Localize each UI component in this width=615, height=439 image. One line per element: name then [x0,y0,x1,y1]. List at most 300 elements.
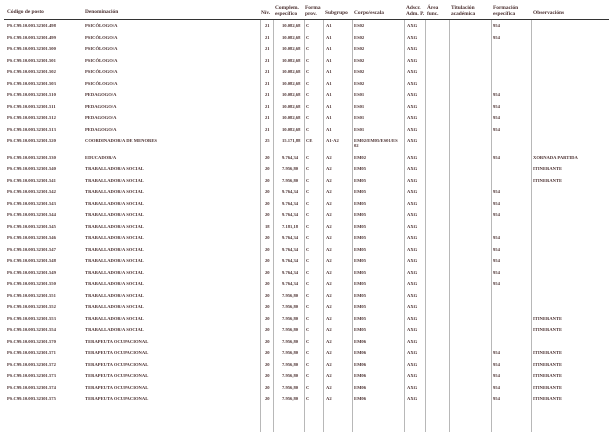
cell-niv: 20 [265,154,270,160]
cell-corpo: ES01 [354,115,365,120]
cell-forma: CE [306,138,313,143]
cell-codigo: PS.C99.10.003.32301.499 [7,34,56,40]
cell-complemento: 9.764,34 [282,212,299,217]
cell-codigo: PS.C99.10.003.32301.553 [7,315,56,321]
cell-denominacion: TERAPEUTA OCUPACIONAL [85,396,149,401]
cell-adscr: AXG [407,126,418,132]
cell-forma: C [306,166,310,171]
cell-denominacion: PSICÓLOGO/A [85,80,118,86]
cell-forma: C [306,46,310,51]
cell-adscr: AXG [407,103,418,109]
cell-niv: 21 [265,103,270,109]
cell-adscr: AXG [407,269,418,275]
table-row [0,293,615,305]
cell-subgrupo: A1 [326,69,332,74]
cell-corpo: EM05 [354,246,366,252]
cell-niv: 20 [265,292,270,298]
cell-adscr: AXG [407,315,418,321]
cell-complemento: 10.082,68 [282,34,301,40]
table-row [0,316,615,328]
cell-codigo: PS.C99.10.003.32301.502 [7,69,56,74]
cell-subgrupo: A2 [326,384,332,390]
cell-niv: 20 [265,212,270,217]
cell-codigo: PS.C99.10.003.32301.572 [7,361,56,367]
cell-codigo: PS.C99.10.003.32301.548 [7,258,56,263]
cell-denominacion: TRABALLADOR/A SOCIAL [85,235,144,240]
cell-complemento: 10.082,68 [282,115,301,120]
cell-adscr: AXG [407,281,418,286]
cell-denominacion: TERAPEUTA OCUPACIONAL [85,384,149,390]
cell-adscr: AXG [407,212,418,217]
cell-denominacion: PEDAGOGO/A [85,115,117,120]
cell-codigo: PS.C99.10.003.32301.574 [7,384,56,390]
cell-codigo: PS.C99.10.003.32301.549 [7,269,56,275]
cell-niv: 21 [265,126,270,132]
cell-subgrupo: A2 [326,373,332,378]
table-row [0,115,615,127]
cell-denominacion: TRABALLADOR/A SOCIAL [85,327,144,332]
table-row [0,385,615,397]
cell-adscr: AXG [407,138,418,143]
table-row [0,350,615,362]
cell-codigo: PS.C99.10.003.32301.543 [7,200,56,206]
cell-denominacion: TRABALLADOR/A SOCIAL [85,177,144,183]
cell-subgrupo: A1 [326,57,332,63]
cell-forma: C [306,327,310,332]
cell-corpo: EM06 [354,350,366,355]
cell-adscr: AXG [407,396,418,401]
cell-codigo: PS.C99.10.003.32301.541 [7,177,56,183]
header-area-line2: func. [427,11,439,17]
cell-adscr: AXG [407,304,418,309]
table-row [0,69,615,81]
cell-denominacion: TRABALLADOR/A SOCIAL [85,212,144,217]
cell-subgrupo: A1 [326,34,332,40]
cell-formacion: 954 [493,115,500,120]
cell-forma: C [306,338,310,344]
cell-forma: C [306,258,310,263]
cell-subgrupo: A2 [326,350,332,355]
cell-denominacion: TERAPEUTA OCUPACIONAL [85,373,149,378]
cell-subgrupo: A1 [326,46,332,51]
cell-subgrupo: A2 [326,223,332,229]
cell-complemento: 7.956,80 [282,350,299,355]
header-formacion-line2: específica [493,11,516,17]
cell-complemento: 9.764,34 [282,246,299,252]
cell-codigo: PS.C99.10.003.32301.530 [7,154,56,160]
cell-corpo: ES01 [354,92,365,97]
cell-adscr: AXG [407,292,418,298]
cell-forma: C [306,361,310,367]
cell-forma: C [306,126,310,132]
cell-denominacion: TERAPEUTA OCUPACIONAL [85,350,149,355]
cell-codigo: PS.C99.10.003.32301.552 [7,304,56,309]
cell-forma: C [306,384,310,390]
cell-subgrupo: A2 [326,258,332,263]
cell-codigo: PS.C99.10.003.32301.510 [7,92,56,97]
cell-adscr: AXG [407,69,418,74]
cell-codigo: PS.C99.10.003.32301.550 [7,281,56,286]
header-area-line1: Área [427,5,439,11]
cell-forma: C [306,304,310,309]
cell-subgrupo: A2 [326,246,332,252]
cell-adscr: AXG [407,246,418,252]
table-row [0,46,615,58]
cell-denominacion: TRABALLADOR/A SOCIAL [85,166,144,171]
cell-codigo: PS.C99.10.003.32301.571 [7,350,56,355]
header-rule [4,19,609,20]
cell-niv: 20 [265,200,270,206]
cell-complemento: 7.956,80 [282,327,299,332]
cell-complemento: 9.764,34 [282,200,299,206]
cell-formacion: 954 [493,350,500,355]
cell-subgrupo: A1 [326,103,332,109]
cell-niv: 21 [265,80,270,86]
cell-formacion: 954 [493,34,500,40]
cell-corpo: EM05 [354,315,366,321]
cell-corpo: EM05 [354,212,366,217]
cell-subgrupo: A2 [326,292,332,298]
table-row [0,155,615,167]
cell-codigo: PS.C99.10.003.32301.498 [7,23,56,28]
cell-subgrupo: A1 [326,115,332,120]
cell-denominacion: TRABALLADOR/A SOCIAL [85,189,144,194]
cell-niv: 20 [265,373,270,378]
cell-adscr: AXG [407,154,418,160]
cell-corpo: EM02 [354,154,366,160]
cell-niv: 20 [265,166,270,171]
cell-observacions: ITINERANTE [533,350,563,355]
table-row [0,81,615,93]
cell-niv: 21 [265,23,270,28]
cell-niv: 20 [265,281,270,286]
cell-observacions: ITINERANTE [533,373,563,378]
cell-formacion: 954 [493,373,500,378]
cell-corpo: EM05 [354,304,366,309]
cell-forma: C [306,212,310,217]
cell-adscr: AXG [407,361,418,367]
cell-subgrupo: A2 [326,154,332,160]
header-adscr-line2: Adm. P. [406,11,425,17]
cell-corpo: EM05 [354,269,366,275]
header-forma-line1: Forma [305,5,321,11]
header-denominacion: Denominación [85,9,119,15]
cell-niv: 21 [265,57,270,63]
cell-complemento: 10.082,68 [282,46,301,51]
cell-complemento: 9.764,34 [282,281,299,286]
cell-codigo: PS.C99.10.003.32301.547 [7,246,56,252]
cell-corpo: ES02 [354,57,365,63]
cell-niv: 20 [265,384,270,390]
cell-subgrupo: A2 [326,269,332,275]
cell-forma: C [306,80,310,86]
cell-corpo: EM06 [354,396,366,401]
cell-adscr: AXG [407,92,418,97]
table-row [0,35,615,47]
cell-complemento: 10.082,68 [282,92,301,97]
cell-corpo: ES02 [354,46,365,51]
table-row [0,224,615,236]
cell-denominacion: TRABALLADOR/A SOCIAL [85,258,144,263]
cell-complemento: 9.764,34 [282,269,299,275]
cell-adscr: AXG [407,327,418,332]
cell-forma: C [306,115,310,120]
cell-complemento: 9.764,34 [282,258,299,263]
cell-codigo: PS.C99.10.003.32301.551 [7,292,56,298]
cell-forma: C [306,154,310,160]
cell-corpo: EM02/EM05/ES01/ES 02 [354,138,398,149]
cell-complemento: 10.082,68 [282,23,301,28]
cell-niv: 18 [265,223,270,229]
cell-subgrupo: A1 [326,80,332,86]
table-row [0,178,615,190]
cell-complemento: 7.956,80 [282,361,299,367]
table-row [0,339,615,351]
cell-subgrupo: A2 [326,327,332,332]
cell-corpo: ES02 [354,69,365,74]
cell-observacions: ITINERANTE [533,327,563,332]
cell-forma: C [306,57,310,63]
cell-forma: C [306,69,310,74]
cell-denominacion: PSICÓLOGO/A [85,23,118,28]
cell-codigo: PS.C99.10.003.32301.501 [7,57,56,63]
cell-denominacion: TRABALLADOR/A SOCIAL [85,292,144,298]
cell-formacion: 954 [493,154,500,160]
cell-formacion: 954 [493,361,500,367]
cell-formacion: 954 [493,396,500,401]
cell-complemento: 7.956,80 [282,396,299,401]
cell-complemento: 10.082,68 [282,80,301,86]
cell-forma: C [306,373,310,378]
cell-adscr: AXG [407,80,418,86]
cell-formacion: 954 [493,235,500,240]
table-row [0,235,615,247]
cell-subgrupo: A2 [326,361,332,367]
cell-complemento: 10.082,68 [282,57,301,63]
table-row [0,258,615,270]
cell-corpo: EM06 [354,384,366,390]
header-adscr-line1: Adscr. [406,5,421,11]
cell-formacion: 954 [493,126,500,132]
cell-subgrupo: A2 [326,338,332,344]
cell-corpo: EM05 [354,189,366,194]
cell-adscr: AXG [407,115,418,120]
cell-denominacion: TRABALLADOR/A SOCIAL [85,304,144,309]
cell-adscr: AXG [407,57,418,63]
table-row [0,281,615,293]
cell-niv: 21 [265,115,270,120]
cell-complemento: 7.956,80 [282,304,299,309]
cell-formacion: 954 [493,281,500,286]
cell-forma: C [306,292,310,298]
cell-subgrupo: A2 [326,200,332,206]
cell-observacions: ITINERANTE [533,396,563,401]
header-niv: Nív. [261,10,271,16]
header-titulacion-line2: académica [451,11,476,17]
cell-formacion: 954 [493,92,500,97]
header-observacions: Observacións [533,10,565,16]
cell-codigo: PS.C99.10.003.32301.500 [7,46,56,51]
table-row [0,201,615,213]
cell-observacions: ITINERANTE [533,361,563,367]
cell-codigo: PS.C99.10.003.32301.554 [7,327,56,332]
header-complemento-line1: Complem. [275,5,299,11]
cell-corpo: ES01 [354,126,365,132]
cell-denominacion: TERAPEUTA OCUPACIONAL [85,338,149,344]
cell-corpo: EM05 [354,281,366,286]
cell-subgrupo: A2 [326,235,332,240]
cell-denominacion: COORDINADOR/A DE MENORES [85,138,157,143]
cell-niv: 20 [265,246,270,252]
table-row [0,104,615,116]
table-row [0,166,615,178]
cell-niv: 20 [265,269,270,275]
cell-forma: C [306,103,310,109]
cell-formacion: 954 [493,258,500,263]
cell-corpo: EM05 [354,200,366,206]
cell-forma: C [306,315,310,321]
cell-forma: C [306,177,310,183]
cell-denominacion: TRABALLADOR/A SOCIAL [85,223,144,229]
table-row [0,396,615,408]
cell-denominacion: PSICÓLOGO/A [85,69,118,74]
cell-observacions: ITINERANTE [533,315,563,321]
header-subgrupo: Subgrupo [325,10,348,16]
cell-codigo: PS.C99.10.003.32301.546 [7,235,56,240]
cell-denominacion: EDUCADOR/A [85,154,117,160]
table-row [0,270,615,282]
table-row [0,327,615,339]
cell-subgrupo: A2 [326,177,332,183]
cell-corpo: EM05 [354,235,366,240]
cell-corpo: EM05 [354,292,366,298]
cell-subgrupo: A2 [326,315,332,321]
cell-formacion: 954 [493,269,500,275]
cell-observacions: ITINERANTE [533,177,563,183]
cell-adscr: AXG [407,166,418,171]
cell-complemento: 7.956,80 [282,177,299,183]
cell-corpo: EM05 [354,327,366,332]
cell-denominacion: PSICÓLOGO/A [85,34,118,40]
cell-niv: 20 [265,396,270,401]
cell-complemento: 10.082,68 [282,126,301,132]
table-row [0,127,615,139]
cell-denominacion: TERAPEUTA OCUPACIONAL [85,361,149,367]
cell-denominacion: PEDAGOGO/A [85,92,117,97]
cell-codigo: PS.C99.10.003.32301.512 [7,115,56,120]
header-complemento-line2: específico [275,11,298,17]
cell-complemento: 7.956,80 [282,338,299,344]
header-formacion-line1: Formación [493,5,519,11]
cell-subgrupo: A1-A2 [326,138,339,143]
header-corpo: Corpo/escala [354,10,384,16]
table-row [0,304,615,316]
cell-forma: C [306,223,310,229]
header-codigo: Código de posto [7,9,44,15]
cell-formacion: 954 [493,384,500,390]
cell-complemento: 10.082,68 [282,103,301,109]
cell-subgrupo: A2 [326,281,332,286]
cell-niv: 20 [265,177,270,183]
cell-formacion: 954 [493,189,500,194]
cell-niv: 20 [265,361,270,367]
cell-subgrupo: A2 [326,396,332,401]
cell-denominacion: TRABALLADOR/A SOCIAL [85,281,144,286]
cell-corpo: ES01 [354,103,365,109]
cell-denominacion: TRABALLADOR/A SOCIAL [85,269,144,275]
cell-forma: C [306,23,310,28]
cell-complemento: 7.956,80 [282,166,299,171]
cell-corpo: ES02 [354,23,365,28]
cell-codigo: PS.C99.10.003.32301.520 [7,138,56,143]
table-row [0,189,615,201]
cell-niv: 20 [265,350,270,355]
table-row [0,362,615,374]
cell-complemento: 7.956,80 [282,315,299,321]
cell-codigo: PS.C99.10.003.32301.544 [7,212,56,217]
cell-niv: 21 [265,92,270,97]
table-row [0,212,615,224]
cell-denominacion: PEDAGOGO/A [85,103,117,109]
cell-adscr: AXG [407,384,418,390]
cell-denominacion: PSICÓLOGO/A [85,57,118,63]
cell-forma: C [306,246,310,252]
cell-complemento: 9.764,34 [282,235,299,240]
cell-complemento: 7.956,80 [282,373,299,378]
cell-complemento: 9.764,34 [282,189,299,194]
table-row [0,23,615,35]
cell-adscr: AXG [407,34,418,40]
table-row [0,247,615,259]
cell-adscr: AXG [407,46,418,51]
cell-niv: 21 [265,69,270,74]
cell-adscr: AXG [407,200,418,206]
cell-corpo: EM06 [354,361,366,367]
table-row [0,373,615,385]
cell-corpo: ES02 [354,80,365,86]
header-titulacion-line1: Titulación [451,5,475,11]
cell-formacion: 954 [493,23,500,28]
cell-forma: C [306,281,310,286]
cell-forma: C [306,92,310,97]
cell-forma: C [306,189,310,194]
cell-adscr: AXG [407,189,418,194]
cell-forma: C [306,396,310,401]
cell-corpo: EM05 [354,166,366,171]
cell-complemento: 7.956,80 [282,384,299,390]
header-forma-line2: prov. [305,11,317,17]
cell-adscr: AXG [407,23,418,28]
cell-subgrupo: A2 [326,166,332,171]
cell-codigo: PS.C99.10.003.32301.545 [7,223,56,229]
cell-niv: 21 [265,34,270,40]
cell-formacion: 954 [493,246,500,252]
cell-subgrupo: A2 [326,212,332,217]
cell-corpo: EM05 [354,258,366,263]
cell-forma: C [306,200,310,206]
cell-codigo: PS.C99.10.003.32301.573 [7,373,56,378]
cell-formacion: 954 [493,103,500,109]
cell-forma: C [306,269,310,275]
cell-observacions: ITINERANTE [533,384,563,390]
cell-observacions: XORNADA PARTIDA [533,154,578,160]
cell-niv: 21 [265,46,270,51]
cell-denominacion: TRABALLADOR/A SOCIAL [85,200,144,206]
cell-codigo: PS.C99.10.003.32301.511 [7,103,56,109]
cell-niv: 20 [265,338,270,344]
cell-formacion: 954 [493,200,500,206]
cell-denominacion: TRABALLADOR/A SOCIAL [85,315,144,321]
